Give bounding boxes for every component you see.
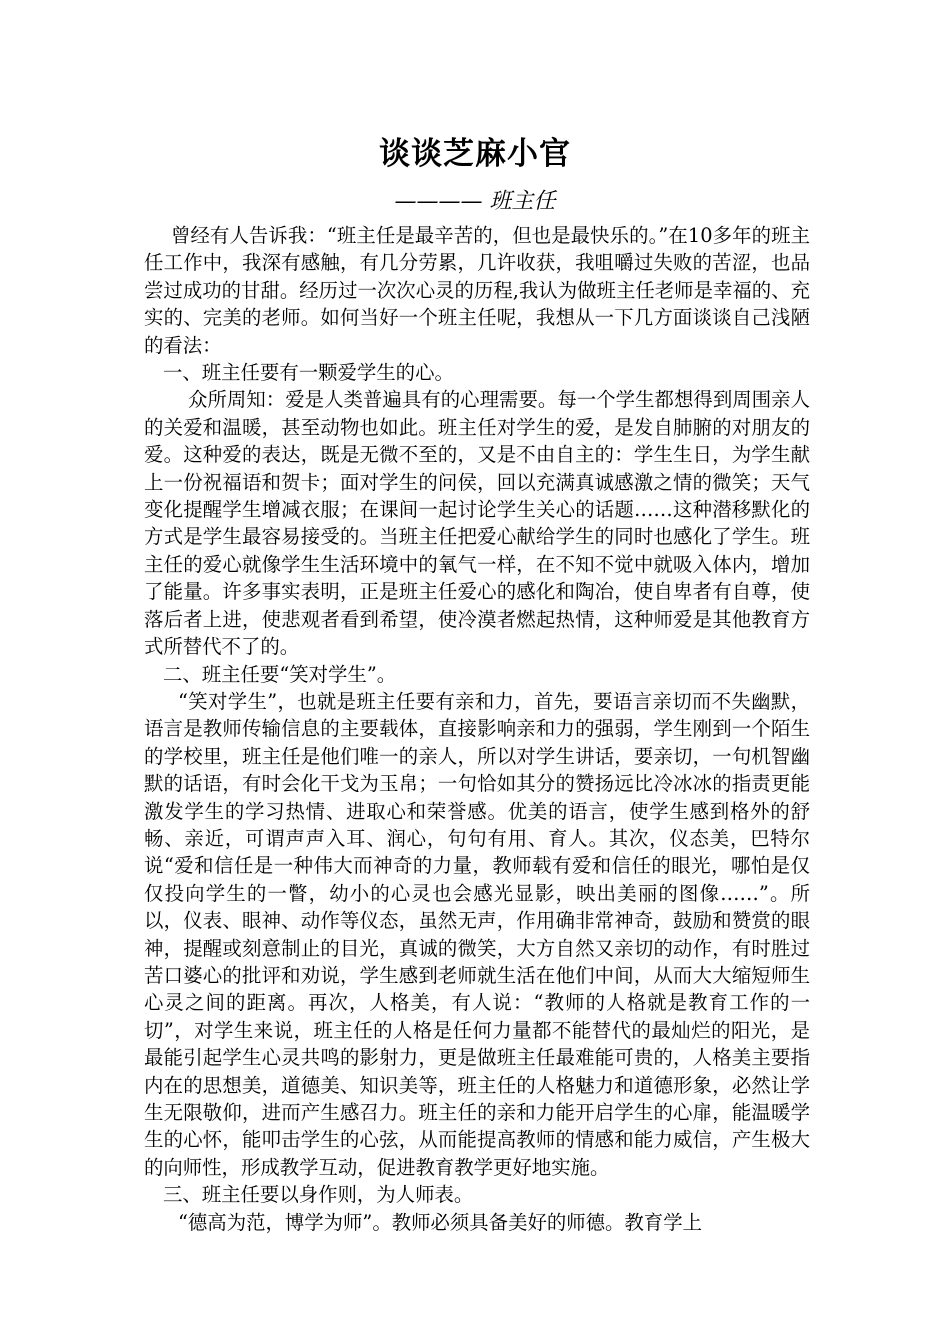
document-title: 谈谈芝麻小官 bbox=[379, 136, 571, 172]
document-byline: ———— 班主任 bbox=[394, 189, 556, 214]
section-3-paragraph: “德高为范，博学为师”。教师必须具备美好的师德。教育学上 bbox=[178, 1210, 702, 1234]
section-2-paragraph: “笑对学生”，也就是班主任要有亲和力，首先，要语言亲切而不失幽默，语言是教师传输信息的主要载体，直接影响亲和力的强弱，学生刚到一个陌生的学校里，班主任是他们唯一的亲人，所以对学生讲话，要亲切，一句机智幽默的话语，有时会化干戈为玉帛；一句恰如其分的赞扬远比冷冰冰的指责更能激发学生的学习热情、进取心和荣誉感。优美的语言，使学生感到格外的舒畅、亲近，可谓声声入耳、润心，句句有用、育人。其次，仪态美，巴特尔说“爱和信任是一种伟大而神奇的力量，教师载有爱和信任的眼光，哪怕是仅仅投向学生的一瞥，幼小的心灵也会感光显影，映出美丽的图像……”。所以，仪表、眼神、动作等仪态，虽然无声，作用确非常神奇，鼓励和赞赏的眼神，提醒或刻意制止的目光，真诚的微笑，大方自然又亲切的动作，有时胜过苦口婆心的批评和劝说，学生感到老师就生活在他们中间，从而大大缩短师生心灵之间的距离。再次，人格美，有人说：“教师的人格就是教育工作的一切”，对学生来说，班主任的人格是任何力量都不能替代的最灿烂的阳光，是最能引起学生心灵共鸣的影射力，更是做班主任最难能可贵的，人格美主要指内在的思想美，道德美、知识美等，班主任的人格魅力和道德形象，必然让学生无限敬仰，进而产生感召力。班主任的亲和力能开启学生的心扉，能温暖学生的心怀，能叩击学生的心弦，从而能提高教师的情感和能力威信，产生极大的向师性，形成教学互动，促进教育教学更好地实施。 bbox=[144, 689, 810, 1179]
document-body bbox=[144, 222, 810, 1236]
section-1-paragraph: 众所周知：爱是人类普遍具有的心理需要。每一个学生都想得到周围亲人的关爱和温暖，甚至动物也如此。班主任对学生的爱，是发自肺腑的对朋友的爱。这种爱的表达，既是无微不至的，又是不由自主的：学生生日，为学生献上一份祝福语和贺卡；面对学生的问侯，回以充满真诚感激之情的微笑；天气变化提醒学生增减衣服；在课间一起讨论学生关心的话题……这种潜移默化的方式是学生最容易接受的。当班主任把爱心献给学生的同时也感化了学生。班主任的爱心就像学生生活环境中的氧气一样，在不知不觉中就吸入体内，增加了能量。许多事实表明，正是班主任爱心的感化和陶冶，使自卑者有自尊，使落后者上进，使悲观者看到希望，使冷漠者燃起热情，这种师爱是其他教育方式所替代不了的。 bbox=[144, 388, 810, 659]
section-heading-2: 二、班主任要“笑对学生”。 bbox=[163, 662, 397, 686]
section-heading-3: 三、班主任要以身作则，为人师表。 bbox=[163, 1183, 474, 1207]
intro-paragraph: 曾经有人告诉我：“班主任是最辛苦的，但也是最快乐的。”在10多年的班主任工作中，我深有感触，有几分劳累，几许收获，我咀嚼过失败的苦涩，也品尝过成功的甘甜。经历过一次次心灵的历程,我认为做班主任老师是幸福的、充实的、完美的老师。如何当好一个班主任呢，我想从一下几方面谈谈自己浅陋的看法： bbox=[144, 224, 810, 357]
section-heading-1: 一、班主任要有一颗爱学生的心。 bbox=[163, 361, 454, 385]
